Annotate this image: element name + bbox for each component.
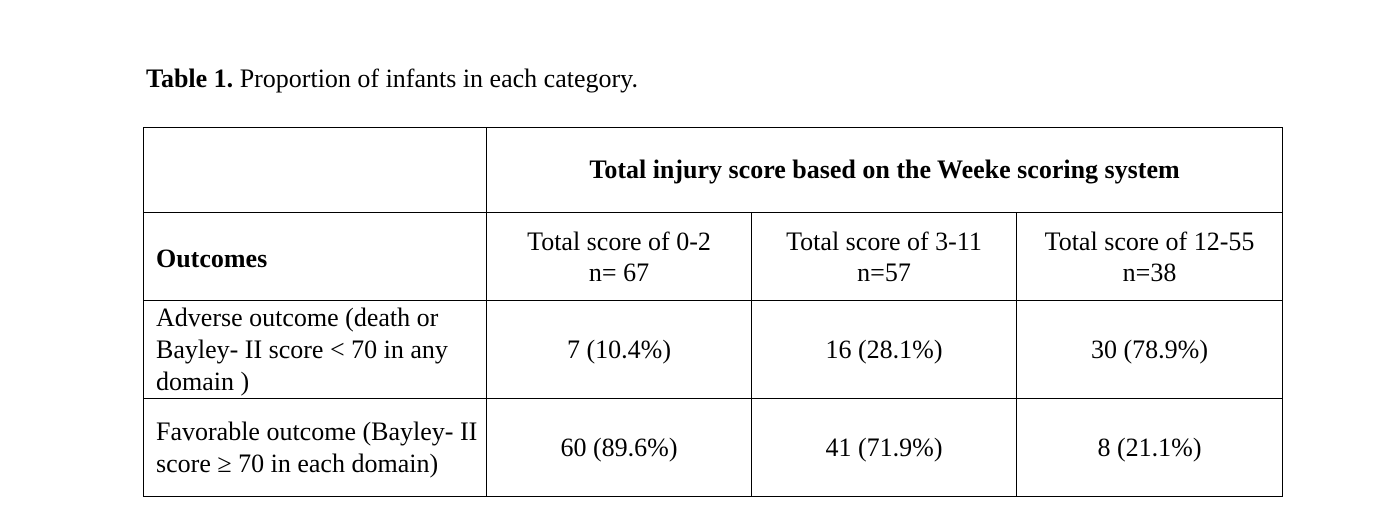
table-caption <box>146 62 638 96</box>
column-n: n= 67 <box>588 257 650 287</box>
caption-text: Proportion of infants in each category. <box>239 64 638 93</box>
column-title: Total score of 12-55 <box>1044 226 1255 256</box>
table-row-favorable-outcome <box>144 399 1283 497</box>
table-cell: 16 (28.1%) <box>752 301 1017 399</box>
column-title: Total score of 3-11 <box>786 226 982 256</box>
column-title: Total score of 0-2 <box>527 226 711 256</box>
row-label: Favorable outcome (Bayley- II score ≥ 70 in each domain) <box>144 399 487 497</box>
table-cell: 41 (71.9%) <box>752 399 1017 497</box>
column-header-score-12-55 <box>1017 213 1283 301</box>
table-row-adverse-outcome <box>144 301 1283 399</box>
table-header-row <box>144 128 1283 213</box>
table-cell: 8 (21.1%) <box>1017 399 1283 497</box>
caption-label: Table 1. <box>146 64 234 93</box>
empty-corner-cell <box>144 128 487 213</box>
table-subheader-row <box>144 213 1283 301</box>
table-cell: 60 (89.6%) <box>487 399 752 497</box>
column-header-score-3-11 <box>752 213 1017 301</box>
column-header-score-0-2 <box>487 213 752 301</box>
outcomes-header-cell: Outcomes <box>144 213 487 301</box>
table-cell: 30 (78.9%) <box>1017 301 1283 399</box>
group-header-cell: Total injury score based on the Weeke scoring system <box>487 128 1283 213</box>
column-n: n=57 <box>857 257 911 287</box>
table-cell: 7 (10.4%) <box>487 301 752 399</box>
row-label: Adverse outcome (death or Bayley- II score < 70 in any domain ) <box>144 301 487 399</box>
column-n: n=38 <box>1122 257 1177 287</box>
results-table <box>143 127 1283 497</box>
